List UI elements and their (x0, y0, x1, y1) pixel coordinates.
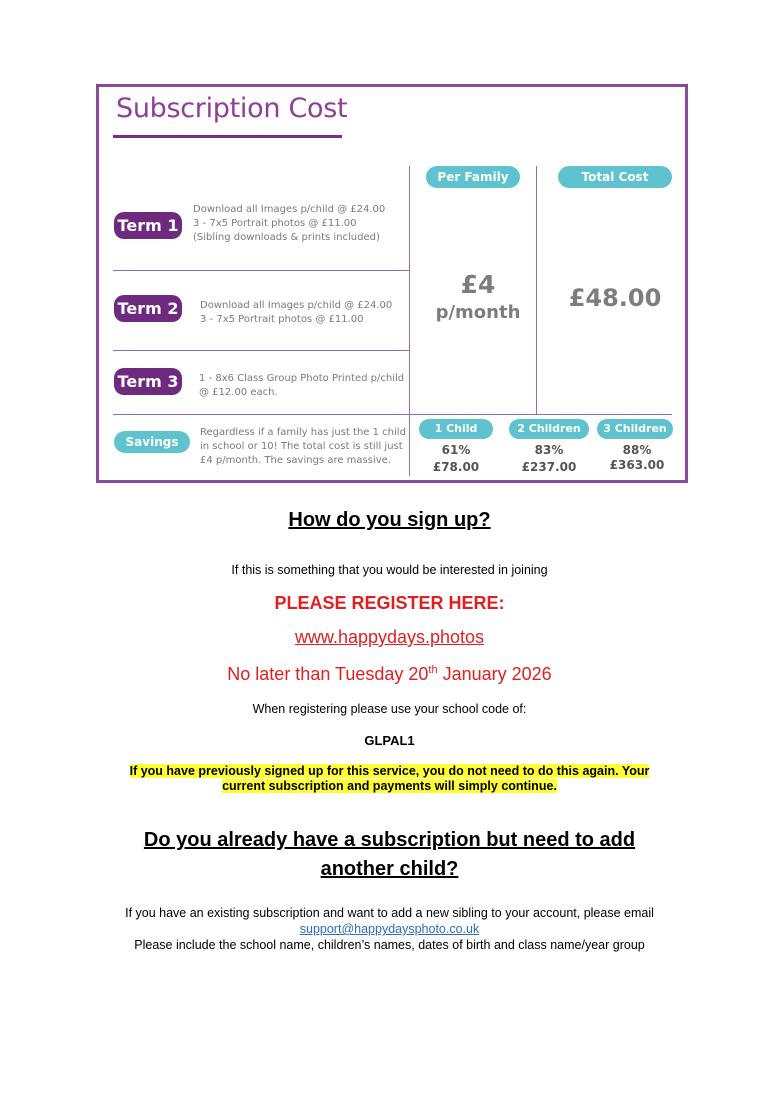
total-cost-amount: £48.00 (568, 284, 662, 312)
register-link[interactable]: www.happydays.photos (294, 627, 485, 647)
savings-1-child-amount: £78.00 (432, 460, 480, 474)
term-1-description: Download all Images p/child @ £24.00 3 - 7x5 Portrait photos @ £11.00 (Sibling downloads & prints included) (193, 204, 386, 243)
per-family-label: Per Family (426, 166, 520, 188)
school-code-label: When registering please use your school code of: (252, 702, 527, 716)
savings-3-children-percent: 88% (622, 443, 652, 457)
total-cost-label: Total Cost (558, 166, 672, 188)
per-family-period: p/month (435, 302, 521, 323)
term-1-badge: Term 1 (114, 212, 182, 239)
savings-2-children-amount: £237.00 (521, 460, 577, 474)
term-3-badge: Term 3 (114, 368, 182, 395)
savings-description: Regardless if a family has just the 1 child in school or 10! The total cost is still just £4 p/month. The savings are massive. (200, 427, 406, 466)
per-family-amount: £4 (460, 270, 496, 299)
support-email-link[interactable]: support@happydaysphoto.co.uk (299, 922, 480, 936)
add-child-instructions: If you have an existing subscription and want to add a new sibling to your account, please email support@happydaysphoto.co.uk Please include the school name, children’s names, dates of birth and class name/year group (125, 906, 654, 952)
savings-1-child-percent: 61% (441, 443, 471, 457)
school-code: GLPAL1 (364, 733, 415, 748)
savings-1-child-label: 1 Child (419, 419, 493, 439)
title-underline (113, 135, 342, 138)
card-title: Subscription Cost (116, 93, 348, 124)
row-divider-2 (113, 350, 409, 351)
column-divider-left (409, 166, 410, 476)
term-2-description: Download all Images p/child @ £24.00 3 - 7x5 Portrait photos @ £11.00 (200, 300, 393, 325)
row-divider-3 (113, 414, 672, 415)
register-text: PLEASE REGISTER HERE: (274, 593, 505, 613)
row-divider-1 (113, 270, 409, 271)
existing-subscriber-notice: If you have previously signed up for this service, you do not need to do this again. Your current subscription and payments will simply continue. (129, 764, 650, 793)
deadline-text: No later than Tuesday 20th January 2026 (227, 664, 552, 684)
signup-heading: How do you sign up? (288, 509, 491, 531)
term-2-badge: Term 2 (114, 295, 182, 322)
savings-3-children-amount: £363.00 (609, 458, 665, 472)
savings-2-children-label: 2 Children (509, 419, 589, 439)
add-child-heading: Do you already have a subscription but need to add another child? (143, 829, 636, 880)
savings-3-children-label: 3 Children (597, 419, 673, 439)
interest-text: If this is something that you would be interested in joining (231, 563, 548, 577)
savings-2-children-percent: 83% (534, 443, 564, 457)
savings-badge: Savings (114, 431, 190, 453)
term-3-description: 1 - 8x6 Class Group Photo Printed p/child @ £12.00 each. (199, 373, 405, 398)
